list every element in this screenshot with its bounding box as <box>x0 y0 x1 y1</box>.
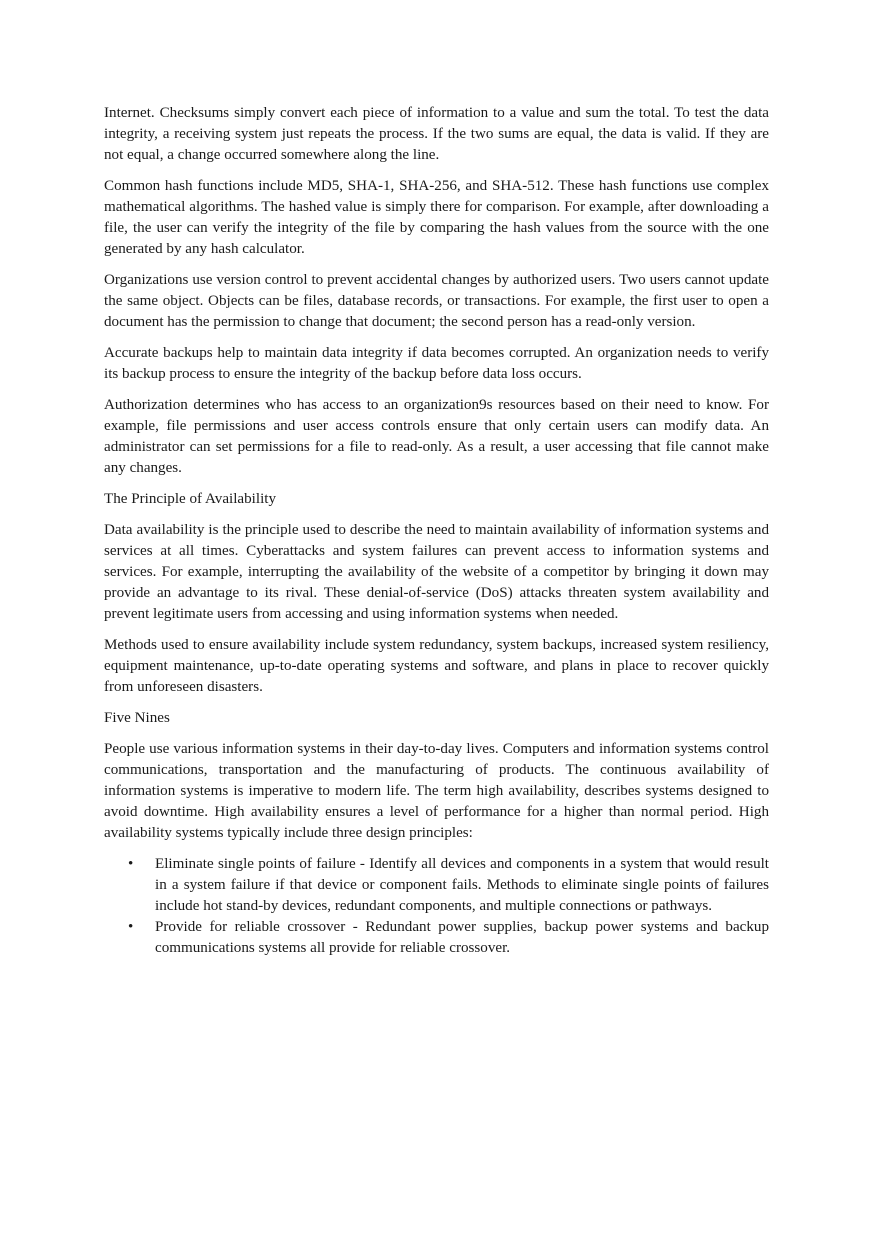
paragraph-data-availability: Data availability is the principle used to describe the need to maintain availability of information systems and services at all times. Cyberattacks and system failures can prevent access to information systems and services. For example, interrupting the availability of the website of a competitor by bringing it down may provide an advantage to its rival. These denial-of-service (DoS) attacks threaten system availability and prevent legitimate users from accessing and using information systems when needed. <box>104 522 769 622</box>
heading-principle-of-availability: The Principle of Availability <box>104 491 277 507</box>
paragraph-high-availability: People use various information systems in their day-to-day lives. Computers and information systems control communications, transportation and the manufacturing of products. The continuous availability of information systems is imperative to modern life. The term high availability, describes systems designed to avoid downtime. High availability ensures a level of performance for a higher than normal period. High availability systems typically include three design principles: <box>104 741 769 841</box>
paragraph-backups: Accurate backups help to maintain data integrity if data becomes corrupted. An organization needs to verify its backup process to ensure the integrity of the backup before data loss occurs. <box>104 345 769 382</box>
paragraph-authorization: Authorization determines who has access to an organization9s resources based on their need to know. For example, file permissions and user access controls ensure that only certain users can modify data. An administrator can set permissions for a file to read-only. As a result, a user accessing that file cannot make any changes. <box>104 397 769 476</box>
list-item-text: Eliminate single points of failure - Identify all devices and components in a system that would result in a system failure if that device or component fails. Methods to eliminate single points of failures include hot stand-by devices, redundant components, and multiple connections or pathways. <box>155 856 769 914</box>
design-principles-list <box>104 854 769 959</box>
paragraph-availability-methods: Methods used to ensure availability include system redundancy, system backups, increased system resiliency, equipment maintenance, up-to-date operating systems and software, and plans in place to recover quickly from unforeseen disasters. <box>104 637 769 695</box>
bullet-icon: • <box>128 919 134 935</box>
paragraph-version-control: Organizations use version control to prevent accidental changes by authorized users. Two users cannot update the same object. Objects can be files, database records, or transactions. For example, the first user to open a document has the permission to change that document; the second person has a read-only version. <box>104 272 769 330</box>
heading-five-nines: Five Nines <box>104 710 170 726</box>
paragraph-hash-functions: Common hash functions include MD5, SHA-1, SHA-256, and SHA-512. These hash functions use complex mathematical algorithms. The hashed value is simply there for comparison. For example, after downloading a file, the user can verify the integrity of the file by comparing the hash values from the source with the one generated by any hash calculator. <box>104 178 769 257</box>
bullet-icon: • <box>128 856 134 872</box>
paragraph-checksums: Internet. Checksums simply convert each piece of information to a value and sum the total. To test the data integrity, a receiving system just repeats the process. If the two sums are equal, the data is valid. If they are not equal, a change occurred somewhere along the line. <box>104 105 769 163</box>
list-item <box>104 917 769 959</box>
list-item-text: Provide for reliable crossover - Redundant power supplies, backup power systems and backup communications systems all provide for reliable crossover. <box>155 919 769 956</box>
document-page <box>104 103 769 959</box>
list-item <box>104 854 769 917</box>
